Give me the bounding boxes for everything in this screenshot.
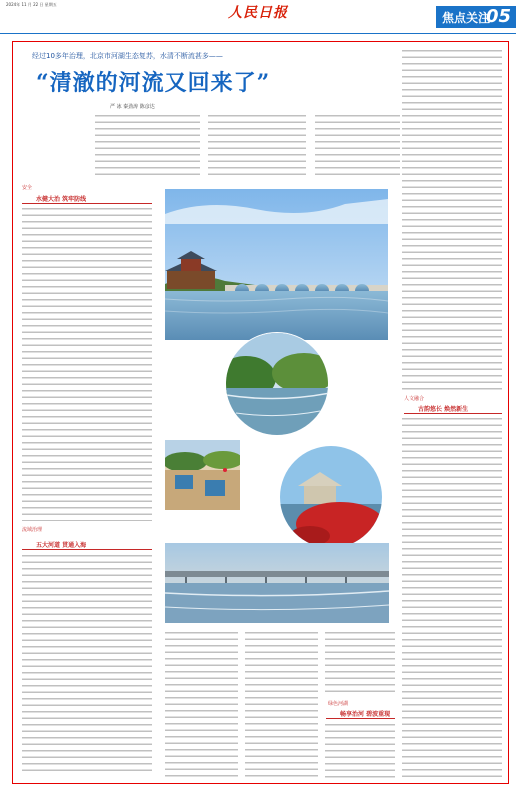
section-1-text — [22, 208, 152, 521]
article-headline: “清澈的河流又回来了” — [36, 70, 271, 96]
article-kicker: 经过10多年治理，北京市河湖生态复苏，水清不断流甚多—— — [32, 52, 223, 60]
river-bridge-photo — [165, 189, 388, 340]
right-text-col-top — [402, 50, 502, 390]
section-title-1: 水健大治 筑牢防线 — [36, 196, 87, 203]
issue-date: 2024年 11 月 22 日 星期五 — [6, 2, 57, 7]
section-tag-4: 绿色河湖 — [328, 701, 349, 707]
article-byline: 严 冰 秦劲涛 陈彦达 — [110, 104, 155, 110]
lead-text-col2 — [208, 115, 306, 180]
river-sunset-photo — [165, 543, 389, 623]
section-rule-1 — [22, 203, 152, 204]
section-title-4: 畅享治河 碧波重现 — [340, 711, 391, 718]
section-title-3: 古韵悠长 焕然新生 — [418, 406, 469, 413]
section-tag-1: 安全 — [22, 185, 33, 191]
section-4-text — [325, 724, 395, 780]
bottom-text-col2 — [245, 632, 318, 780]
page-number: 05 — [486, 6, 512, 27]
section-rule-3 — [404, 413, 502, 414]
fishing-park-photo — [165, 440, 240, 510]
bottom-text-col3 — [325, 632, 395, 695]
section-title-2: 五大河道 贯通入海 — [36, 542, 87, 549]
masthead — [0, 0, 516, 34]
newspaper-logo: 人民日报 — [228, 5, 288, 21]
section-rule-4 — [326, 718, 395, 719]
section-3-text — [402, 418, 502, 780]
section-rule-2 — [22, 549, 152, 550]
section-tag-2: 流域治理 — [22, 527, 43, 533]
section-tag-3: 人文融合 — [404, 396, 425, 402]
river-trees-photo — [225, 332, 329, 436]
section-name: 焦点关注 — [442, 11, 491, 25]
pavilion-flowers-photo — [279, 445, 383, 549]
section-2-text — [22, 555, 152, 775]
masthead-rule — [0, 33, 516, 34]
lead-text-col1 — [95, 115, 200, 180]
bottom-text-col1 — [165, 632, 238, 780]
lead-text-col3 — [315, 115, 400, 180]
section-banner — [436, 6, 516, 28]
